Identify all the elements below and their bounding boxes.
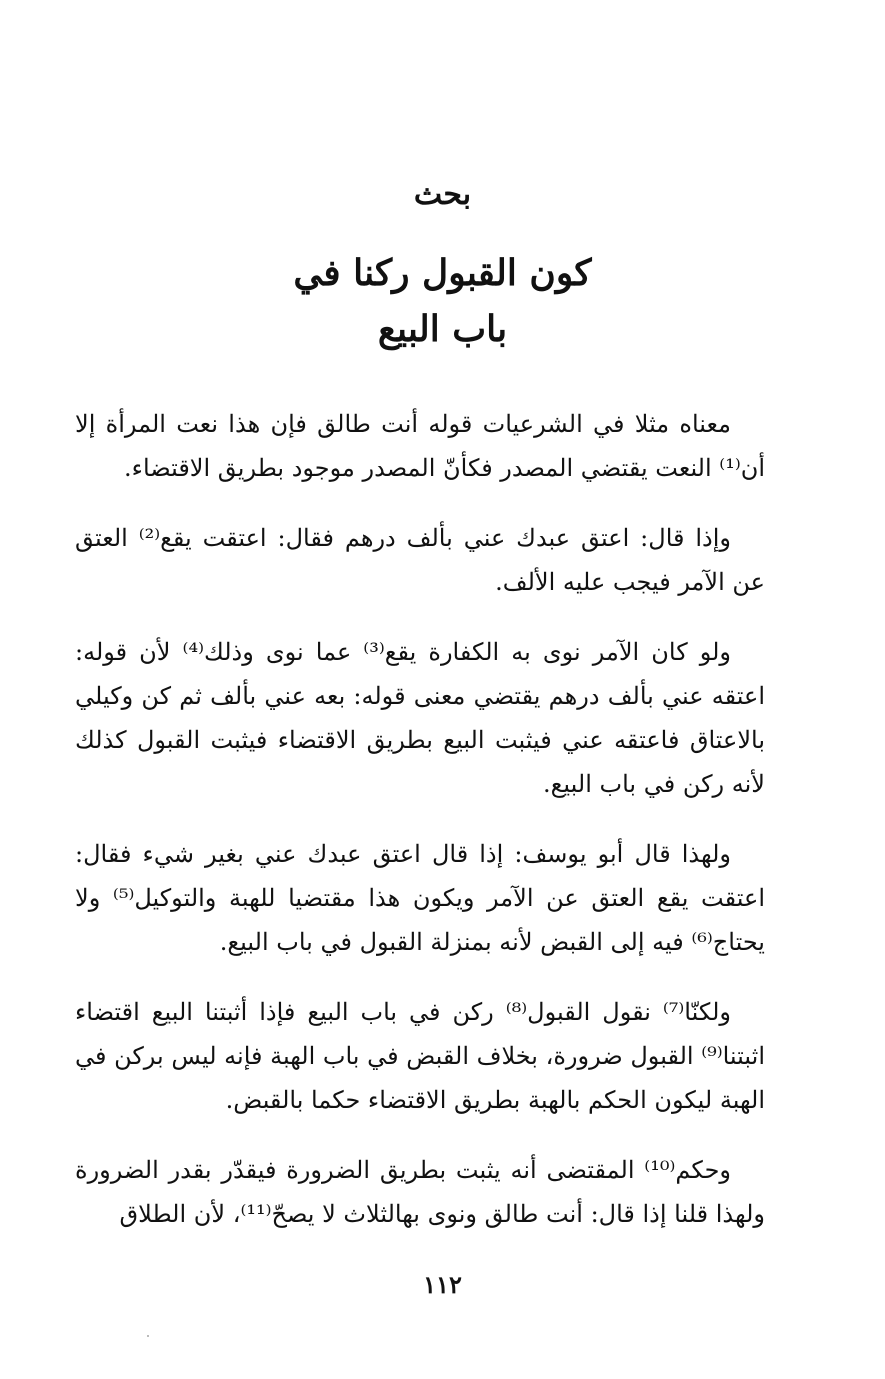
page-number: ١١٢	[423, 1270, 462, 1299]
chapter-title-line-1: كون القبول ركنا في	[293, 252, 592, 294]
paragraph-5: ولكنّا⁽⁷⁾ نقول القبول⁽⁸⁾ ركن في باب البيع فإذا أثبتنا البيع اقتضاء اثبتنا⁽⁹⁾ القبول ضرورة، بخلاف القبض في باب الهبة فإنه ليس بركن في الهبة ليكون الحكم بالهبة بطريق الاقتضاء حكما بالقبض.	[75, 998, 765, 1114]
paragraph-1: معناه مثلا في الشرعيات قوله أنت طالق فإن هذا نعت المرأة إلا أن⁽¹⁾ النعت يقتضي المصدر فكأنّ المصدر موجود بطريق الاقتضاء.	[75, 410, 765, 482]
body-text	[75, 402, 765, 1262]
section-label: بحث	[413, 177, 472, 212]
paragraph-2: وإذا قال: اعتق عبدك عني بألف درهم فقال: اعتقت يقع⁽²⁾ العتق عن الآمر فيجب عليه الألف.	[75, 524, 765, 596]
chapter-title-line-2: باب البيع	[377, 308, 508, 350]
paragraph-3: ولو كان الآمر نوى به الكفارة يقع⁽³⁾ عما نوى وذلك⁽⁴⁾ لأن قوله: اعتقه عني بألف درهم يقتضي معنى قوله: بعه عني بألف ثم كن وكيلي بالاعتاق فاعتقه عني فيثبت البيع بطريق الاقتضاء فيثبت القبول كذلك لأنه ركن في باب البيع.	[75, 638, 765, 798]
paragraph-6: وحكم⁽¹⁰⁾ المقتضى أنه يثبت بطريق الضرورة فيقدّر بقدر الضرورة ولهذا قلنا إذا قال: أنت طالق ونوى بهالثلاث لا يصحّ⁽¹¹⁾، لأن الطلاق	[75, 1156, 765, 1228]
scan-speck	[147, 1335, 149, 1337]
chapter-title	[0, 245, 885, 357]
paragraph-4: ولهذا قال أبو يوسف: إذا قال اعتق عبدك عني بغير شيء فقال: اعتقت يقع العتق عن الآمر ويكون هذا مقتضيا للهبة والتوكيل⁽⁵⁾ ولا يحتاج⁽⁶⁾ فيه إلى القبض لأنه بمنزلة القبول في باب البيع.	[75, 840, 765, 956]
